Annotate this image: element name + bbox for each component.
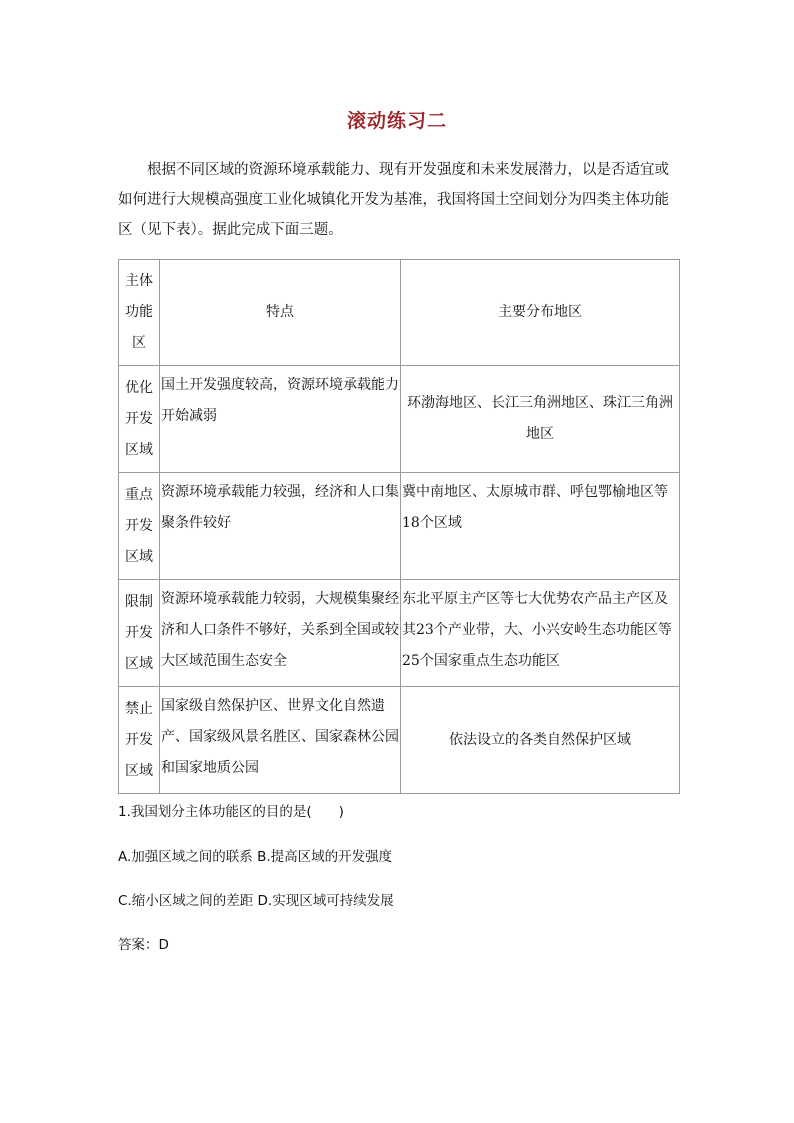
row-area: 限制开发区域 [119,580,160,687]
row-area: 重点开发区域 [119,473,160,580]
question-options-cd: C.缩小区域之间的差距 D.实现区域可持续发展 [118,893,394,909]
row-distribution: 冀中南地区、太原城市群、呼包鄂榆地区等18个区域 [401,473,680,580]
header-distribution: 主要分布地区 [401,260,680,366]
table-row [119,687,680,794]
question-options-ab: A.加强区域之间的联系 B.提高区域的开发强度 [118,849,393,865]
row-distribution: 依法设立的各类自然保护区域 [401,687,680,794]
header-feature: 特点 [160,260,401,366]
row-distribution: 东北平原主产区等七大优势农产品主产区及其23个产业带，大、小兴安岭生态功能区等25个国家重点生态功能区 [401,580,680,687]
table-row [119,366,680,473]
page-title: 滚动练习二 [346,110,447,132]
intro-paragraph: 根据不同区域的资源环境承载能力、现有开发强度和未来发展潜力，以是否适宜或如何进行大规模高强度工业化城镇化开发为基准，我国将国土空间划分为四类主体功能区（见下表）。据此完成下面三题。 [118,162,669,238]
question-stem: 1.我国划分主体功能区的目的是( ) [118,804,344,820]
row-feature: 资源环境承载能力较弱，大规模集聚经济和人口条件不够好，关系到全国或较大区域范围生态安全 [160,580,401,687]
row-feature: 资源环境承载能力较强，经济和人口集聚条件较好 [160,473,401,580]
row-feature: 国家级自然保护区、世界文化自然遗产、国家级风景名胜区、国家森林公园和国家地质公园 [160,687,401,794]
header-area: 主体功能区 [119,260,160,366]
table-header-row [119,260,680,366]
table-row [119,473,680,580]
row-area: 禁止开发区域 [119,687,160,794]
row-area: 优化开发区域 [119,366,160,473]
row-distribution: 环渤海地区、长江三角洲地区、珠江三角洲地区 [401,366,680,473]
function-zone-table [118,259,680,794]
answer-text: 答案：D [118,937,169,953]
table-row [119,580,680,687]
row-feature: 国土开发强度较高，资源环境承载能力开始减弱 [160,366,401,473]
